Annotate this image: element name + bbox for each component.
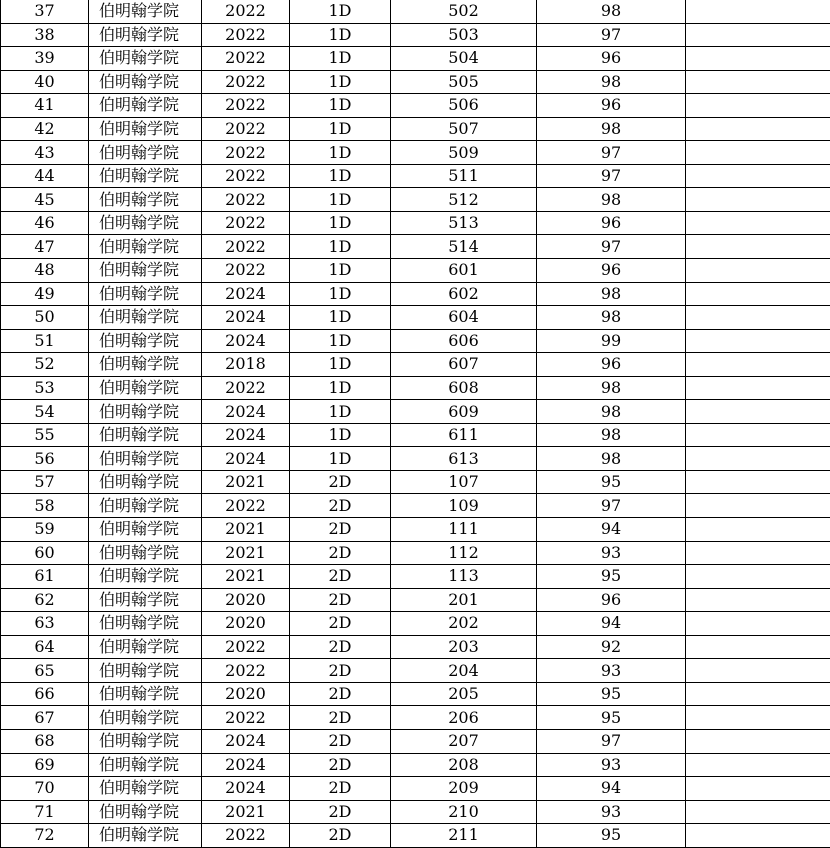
- row-number-cell: 62: [1, 588, 89, 612]
- table-row: [1, 188, 830, 212]
- score-cell: 95: [537, 682, 686, 706]
- year-cell: 2022: [202, 824, 290, 848]
- year-cell: 2022: [202, 70, 290, 94]
- row-number-cell: 39: [1, 47, 89, 71]
- row-number-cell: 45: [1, 188, 89, 212]
- grade-cell: 1D: [290, 211, 391, 235]
- table-row: [1, 777, 830, 801]
- score-cell: 95: [537, 824, 686, 848]
- grade-cell: 1D: [290, 47, 391, 71]
- school-cell: 伯明翰学院: [89, 565, 202, 589]
- grade-cell: 1D: [290, 329, 391, 353]
- blank-cell: [686, 259, 830, 283]
- blank-cell: [686, 0, 830, 23]
- year-cell: 2024: [202, 777, 290, 801]
- code-cell: 503: [391, 23, 537, 47]
- table-row: [1, 423, 830, 447]
- blank-cell: [686, 94, 830, 118]
- row-number-cell: 63: [1, 612, 89, 636]
- blank-cell: [686, 117, 830, 141]
- blank-cell: [686, 306, 830, 330]
- blank-cell: [686, 729, 830, 753]
- year-cell: 2021: [202, 800, 290, 824]
- code-cell: 514: [391, 235, 537, 259]
- code-cell: 109: [391, 494, 537, 518]
- blank-cell: [686, 23, 830, 47]
- code-cell: 611: [391, 423, 537, 447]
- row-number-cell: 72: [1, 824, 89, 848]
- table-row: [1, 47, 830, 71]
- table-row: [1, 70, 830, 94]
- grade-cell: 1D: [290, 423, 391, 447]
- blank-cell: [686, 706, 830, 730]
- year-cell: 2021: [202, 565, 290, 589]
- grade-cell: 2D: [290, 824, 391, 848]
- grade-cell: 2D: [290, 753, 391, 777]
- table-row: [1, 659, 830, 683]
- school-cell: 伯明翰学院: [89, 753, 202, 777]
- table-row: [1, 353, 830, 377]
- year-cell: 2022: [202, 141, 290, 165]
- table-row: [1, 447, 830, 471]
- blank-cell: [686, 164, 830, 188]
- code-cell: 507: [391, 117, 537, 141]
- row-number-cell: 41: [1, 94, 89, 118]
- blank-cell: [686, 659, 830, 683]
- grade-cell: 1D: [290, 306, 391, 330]
- school-cell: 伯明翰学院: [89, 612, 202, 636]
- table-row: [1, 164, 830, 188]
- row-number-cell: 64: [1, 635, 89, 659]
- code-cell: 205: [391, 682, 537, 706]
- grade-cell: 2D: [290, 588, 391, 612]
- table-row: [1, 494, 830, 518]
- school-cell: 伯明翰学院: [89, 518, 202, 542]
- row-number-cell: 55: [1, 423, 89, 447]
- school-cell: 伯明翰学院: [89, 329, 202, 353]
- school-cell: 伯明翰学院: [89, 94, 202, 118]
- row-number-cell: 52: [1, 353, 89, 377]
- year-cell: 2022: [202, 94, 290, 118]
- code-cell: 206: [391, 706, 537, 730]
- grade-cell: 1D: [290, 235, 391, 259]
- row-number-cell: 71: [1, 800, 89, 824]
- score-cell: 94: [537, 612, 686, 636]
- blank-cell: [686, 211, 830, 235]
- code-cell: 208: [391, 753, 537, 777]
- score-cell: 97: [537, 235, 686, 259]
- grade-cell: 2D: [290, 565, 391, 589]
- table-row: [1, 612, 830, 636]
- row-number-cell: 58: [1, 494, 89, 518]
- row-number-cell: 38: [1, 23, 89, 47]
- score-cell: 97: [537, 23, 686, 47]
- grade-cell: 1D: [290, 447, 391, 471]
- code-cell: 602: [391, 282, 537, 306]
- year-cell: 2020: [202, 612, 290, 636]
- school-cell: 伯明翰学院: [89, 211, 202, 235]
- school-cell: 伯明翰学院: [89, 47, 202, 71]
- code-cell: 606: [391, 329, 537, 353]
- score-cell: 97: [537, 729, 686, 753]
- blank-cell: [686, 800, 830, 824]
- table-row: [1, 565, 830, 589]
- school-cell: 伯明翰学院: [89, 659, 202, 683]
- year-cell: 2022: [202, 23, 290, 47]
- year-cell: 2021: [202, 470, 290, 494]
- table-row: [1, 400, 830, 424]
- row-number-cell: 40: [1, 70, 89, 94]
- blank-cell: [686, 70, 830, 94]
- blank-cell: [686, 470, 830, 494]
- row-number-cell: 53: [1, 376, 89, 400]
- table-row: [1, 23, 830, 47]
- table-row: [1, 235, 830, 259]
- school-cell: 伯明翰学院: [89, 306, 202, 330]
- year-cell: 2022: [202, 635, 290, 659]
- code-cell: 509: [391, 141, 537, 165]
- score-cell: 93: [537, 659, 686, 683]
- table-row: [1, 0, 830, 23]
- row-number-cell: 48: [1, 259, 89, 283]
- score-cell: 94: [537, 777, 686, 801]
- year-cell: 2022: [202, 117, 290, 141]
- score-cell: 96: [537, 47, 686, 71]
- year-cell: 2022: [202, 0, 290, 23]
- score-cell: 96: [537, 211, 686, 235]
- code-cell: 505: [391, 70, 537, 94]
- table-row: [1, 706, 830, 730]
- year-cell: 2022: [202, 47, 290, 71]
- score-cell: 99: [537, 329, 686, 353]
- row-number-cell: 43: [1, 141, 89, 165]
- code-cell: 511: [391, 164, 537, 188]
- score-cell: 93: [537, 541, 686, 565]
- table-row: [1, 376, 830, 400]
- year-cell: 2024: [202, 400, 290, 424]
- blank-cell: [686, 141, 830, 165]
- blank-cell: [686, 447, 830, 471]
- blank-cell: [686, 423, 830, 447]
- blank-cell: [686, 518, 830, 542]
- grade-cell: 1D: [290, 164, 391, 188]
- blank-cell: [686, 565, 830, 589]
- table-row: [1, 824, 830, 848]
- school-cell: 伯明翰学院: [89, 447, 202, 471]
- row-number-cell: 67: [1, 706, 89, 730]
- year-cell: 2018: [202, 353, 290, 377]
- school-cell: 伯明翰学院: [89, 353, 202, 377]
- grade-cell: 1D: [290, 94, 391, 118]
- score-cell: 96: [537, 259, 686, 283]
- row-number-cell: 46: [1, 211, 89, 235]
- year-cell: 2022: [202, 211, 290, 235]
- score-cell: 98: [537, 70, 686, 94]
- score-cell: 98: [537, 376, 686, 400]
- score-cell: 93: [537, 800, 686, 824]
- table-row: [1, 800, 830, 824]
- year-cell: 2021: [202, 518, 290, 542]
- school-cell: 伯明翰学院: [89, 706, 202, 730]
- row-number-cell: 54: [1, 400, 89, 424]
- score-cell: 94: [537, 518, 686, 542]
- code-cell: 210: [391, 800, 537, 824]
- score-cell: 98: [537, 117, 686, 141]
- row-number-cell: 68: [1, 729, 89, 753]
- score-cell: 97: [537, 494, 686, 518]
- code-cell: 204: [391, 659, 537, 683]
- blank-cell: [686, 188, 830, 212]
- blank-cell: [686, 824, 830, 848]
- code-cell: 211: [391, 824, 537, 848]
- code-cell: 608: [391, 376, 537, 400]
- table-row: [1, 588, 830, 612]
- year-cell: 2021: [202, 541, 290, 565]
- school-cell: 伯明翰学院: [89, 117, 202, 141]
- year-cell: 2022: [202, 164, 290, 188]
- code-cell: 506: [391, 94, 537, 118]
- code-cell: 502: [391, 0, 537, 23]
- table-row: [1, 306, 830, 330]
- row-number-cell: 61: [1, 565, 89, 589]
- row-number-cell: 51: [1, 329, 89, 353]
- year-cell: 2022: [202, 494, 290, 518]
- row-number-cell: 49: [1, 282, 89, 306]
- code-cell: 207: [391, 729, 537, 753]
- blank-cell: [686, 541, 830, 565]
- year-cell: 2020: [202, 588, 290, 612]
- code-cell: 601: [391, 259, 537, 283]
- school-cell: 伯明翰学院: [89, 682, 202, 706]
- school-cell: 伯明翰学院: [89, 729, 202, 753]
- table-row: [1, 282, 830, 306]
- table-row: [1, 329, 830, 353]
- blank-cell: [686, 376, 830, 400]
- blank-cell: [686, 494, 830, 518]
- score-cell: 98: [537, 0, 686, 23]
- blank-cell: [686, 235, 830, 259]
- year-cell: 2022: [202, 376, 290, 400]
- year-cell: 2024: [202, 282, 290, 306]
- score-cell: 97: [537, 141, 686, 165]
- table-row: [1, 541, 830, 565]
- table-body: [1, 0, 830, 847]
- grade-cell: 1D: [290, 23, 391, 47]
- grade-cell: 2D: [290, 494, 391, 518]
- school-cell: 伯明翰学院: [89, 541, 202, 565]
- year-cell: 2022: [202, 706, 290, 730]
- row-number-cell: 70: [1, 777, 89, 801]
- year-cell: 2020: [202, 682, 290, 706]
- school-cell: 伯明翰学院: [89, 164, 202, 188]
- table-row: [1, 682, 830, 706]
- code-cell: 202: [391, 612, 537, 636]
- code-cell: 203: [391, 635, 537, 659]
- score-cell: 98: [537, 188, 686, 212]
- score-cell: 93: [537, 753, 686, 777]
- school-cell: 伯明翰学院: [89, 235, 202, 259]
- year-cell: 2024: [202, 423, 290, 447]
- row-number-cell: 44: [1, 164, 89, 188]
- grade-cell: 2D: [290, 800, 391, 824]
- school-cell: 伯明翰学院: [89, 188, 202, 212]
- grade-cell: 1D: [290, 400, 391, 424]
- row-number-cell: 50: [1, 306, 89, 330]
- grade-cell: 1D: [290, 117, 391, 141]
- score-cell: 95: [537, 565, 686, 589]
- score-cell: 97: [537, 164, 686, 188]
- blank-cell: [686, 329, 830, 353]
- school-cell: 伯明翰学院: [89, 70, 202, 94]
- school-cell: 伯明翰学院: [89, 470, 202, 494]
- grade-cell: 2D: [290, 541, 391, 565]
- grade-cell: 2D: [290, 470, 391, 494]
- year-cell: 2024: [202, 729, 290, 753]
- table-row: [1, 518, 830, 542]
- code-cell: 107: [391, 470, 537, 494]
- school-cell: 伯明翰学院: [89, 824, 202, 848]
- code-cell: 512: [391, 188, 537, 212]
- score-cell: 92: [537, 635, 686, 659]
- school-cell: 伯明翰学院: [89, 800, 202, 824]
- grade-cell: 1D: [290, 353, 391, 377]
- blank-cell: [686, 612, 830, 636]
- grade-cell: 2D: [290, 706, 391, 730]
- row-number-cell: 60: [1, 541, 89, 565]
- school-cell: 伯明翰学院: [89, 0, 202, 23]
- grade-cell: 1D: [290, 376, 391, 400]
- school-cell: 伯明翰学院: [89, 588, 202, 612]
- code-cell: 609: [391, 400, 537, 424]
- blank-cell: [686, 588, 830, 612]
- code-cell: 201: [391, 588, 537, 612]
- code-cell: 111: [391, 518, 537, 542]
- school-cell: 伯明翰学院: [89, 423, 202, 447]
- grade-cell: 1D: [290, 188, 391, 212]
- grade-cell: 1D: [290, 282, 391, 306]
- grade-cell: 2D: [290, 635, 391, 659]
- score-cell: 98: [537, 400, 686, 424]
- school-cell: 伯明翰学院: [89, 400, 202, 424]
- row-number-cell: 42: [1, 117, 89, 141]
- school-cell: 伯明翰学院: [89, 23, 202, 47]
- year-cell: 2022: [202, 259, 290, 283]
- year-cell: 2024: [202, 447, 290, 471]
- blank-cell: [686, 400, 830, 424]
- school-cell: 伯明翰学院: [89, 635, 202, 659]
- school-cell: 伯明翰学院: [89, 259, 202, 283]
- table-row: [1, 117, 830, 141]
- score-cell: 96: [537, 94, 686, 118]
- code-cell: 504: [391, 47, 537, 71]
- row-number-cell: 37: [1, 0, 89, 23]
- year-cell: 2022: [202, 659, 290, 683]
- row-number-cell: 47: [1, 235, 89, 259]
- year-cell: 2024: [202, 306, 290, 330]
- row-number-cell: 56: [1, 447, 89, 471]
- school-cell: 伯明翰学院: [89, 777, 202, 801]
- table-row: [1, 635, 830, 659]
- blank-cell: [686, 47, 830, 71]
- code-cell: 112: [391, 541, 537, 565]
- score-cell: 98: [537, 447, 686, 471]
- blank-cell: [686, 282, 830, 306]
- blank-cell: [686, 353, 830, 377]
- grade-cell: 2D: [290, 682, 391, 706]
- row-number-cell: 57: [1, 470, 89, 494]
- year-cell: 2024: [202, 329, 290, 353]
- year-cell: 2022: [202, 235, 290, 259]
- grade-cell: 2D: [290, 659, 391, 683]
- blank-cell: [686, 753, 830, 777]
- table-row: [1, 141, 830, 165]
- code-cell: 209: [391, 777, 537, 801]
- score-cell: 95: [537, 470, 686, 494]
- school-cell: 伯明翰学院: [89, 376, 202, 400]
- table-row: [1, 753, 830, 777]
- code-cell: 607: [391, 353, 537, 377]
- code-cell: 113: [391, 565, 537, 589]
- grade-cell: 1D: [290, 259, 391, 283]
- year-cell: 2024: [202, 753, 290, 777]
- school-cell: 伯明翰学院: [89, 282, 202, 306]
- code-cell: 604: [391, 306, 537, 330]
- blank-cell: [686, 777, 830, 801]
- score-cell: 98: [537, 423, 686, 447]
- table-row: [1, 729, 830, 753]
- grade-cell: 2D: [290, 518, 391, 542]
- code-cell: 513: [391, 211, 537, 235]
- school-cell: 伯明翰学院: [89, 494, 202, 518]
- grade-cell: 1D: [290, 70, 391, 94]
- row-number-cell: 59: [1, 518, 89, 542]
- grade-cell: 1D: [290, 141, 391, 165]
- grade-cell: 2D: [290, 612, 391, 636]
- table-row: [1, 470, 830, 494]
- blank-cell: [686, 635, 830, 659]
- score-cell: 98: [537, 282, 686, 306]
- table-row: [1, 211, 830, 235]
- code-cell: 613: [391, 447, 537, 471]
- row-number-cell: 69: [1, 753, 89, 777]
- table-row: [1, 94, 830, 118]
- score-cell: 95: [537, 706, 686, 730]
- row-number-cell: 66: [1, 682, 89, 706]
- row-number-cell: 65: [1, 659, 89, 683]
- year-cell: 2022: [202, 188, 290, 212]
- score-cell: 98: [537, 306, 686, 330]
- blank-cell: [686, 682, 830, 706]
- score-cell: 96: [537, 588, 686, 612]
- score-cell: 96: [537, 353, 686, 377]
- grade-cell: 1D: [290, 0, 391, 23]
- grade-cell: 2D: [290, 729, 391, 753]
- table-row: [1, 259, 830, 283]
- grade-cell: 2D: [290, 777, 391, 801]
- school-cell: 伯明翰学院: [89, 141, 202, 165]
